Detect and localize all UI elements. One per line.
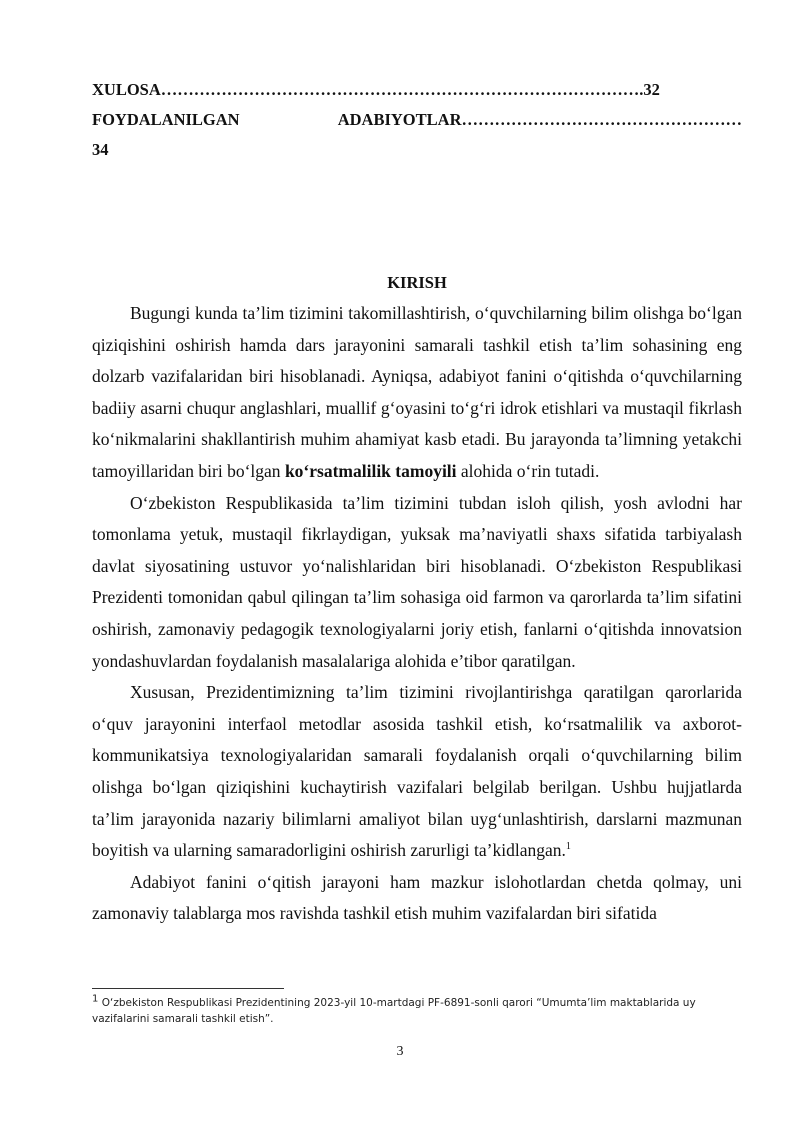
- paragraph-1: [92, 298, 742, 488]
- table-of-contents: [92, 75, 742, 165]
- toc-entry-xulosa[interactable]: XULOSA…………………………………………………………………………….32: [92, 80, 660, 99]
- toc-entry-label: FOYDALANILGAN: [92, 110, 240, 129]
- page-number: 3: [396, 1044, 404, 1059]
- footnote-reference[interactable]: 1: [565, 841, 571, 853]
- toc-entry-adabiyotlar[interactable]: [92, 105, 742, 135]
- footnote-marker: 1: [92, 993, 99, 1005]
- toc-entry-page-number: 34: [92, 140, 109, 159]
- footnote-text: O‘zbekiston Respublikasi Prezidentining 2023-yil 10-martdagi PF-6891-sonli qarori “Umumta’lim maktablarida uy vazifalarini samarali tashkil etish”.: [92, 997, 696, 1025]
- paragraph-3-text: Xususan, Prezidentimizning ta’lim tizimini rivojlantirishga qaratilgan qarorlarida o‘quv jarayonini interfaol metodlar asosida tashkil etish, ko‘rsatmalilik va axborot-kommunikatsiya texnologiyalaridan samarali foydalanish orqali o‘quvchilarning bilim olishga bo‘lgan qiziqishini kuchaytirish vazifalari belgilab berilgan. Ushbu hujjatlarda ta’lim jarayonida nazariy bilimlarni amaliyot bilan uyg‘unlashtirish, darslarni mazmunan boyitish va ularning samaradorligini oshirish zarurligi ta’kidlangan.: [92, 682, 742, 861]
- paragraph-1-bold-term: ko‘rsatmalilik tamoyili: [284, 460, 457, 481]
- paragraph-1-text: Bugungi kunda ta’lim tizimini takomillashtirish, o‘quvchilarning bilim olishga bo‘lgan qiziqishini oshirish hamda dars jarayonini samarali tashkil etish ta’lim sohasining eng dolzarb vazifalaridan biri hisoblanadi. Ayniqsa, adabiyot fanini o‘qitishda o‘quvchilarning badiiy asarni chuqur anglashlari, muallif g‘oyasini to‘g‘ri idrok etishlari va mustaqil fikrlash ko‘nikmalarini shakllantirish muhim ahamiyat kasb etadi. Bu jarayonda ta’limning yetakchi tamoyillaridan biri bo‘lgan: [92, 303, 742, 481]
- paragraph-1-text-end: alohida o‘rin tutadi.: [456, 460, 600, 481]
- footnote: [92, 995, 742, 1027]
- paragraph-3: [92, 677, 742, 867]
- body-text: [92, 298, 742, 930]
- paragraph-4: Adabiyot fanini o‘qitish jarayoni ham mazkur islohotlardan chetda qolmay, uni zamonaviy talablarga mos ravishda tashkil etish muhim vazifalardan biri sifatida: [92, 871, 742, 924]
- paragraph-2: O‘zbekiston Respublikasida ta’lim tizimini tubdan isloh qilish, yosh avlodni har tomonlama yetuk, mustaqil fikrlaydigan, yuksak ma’naviyatli shaxs sifatida tarbiyalash davlat siyosatining ustuvor yo‘nalishlaridan biri hisoblanadi. O‘zbekiston Respublikasi Prezidenti tomonidan qabul qilingan ta’lim sohasiga oid farmon va qarorlarda ta’lim sifatini oshirish, zamonaviy pedagogik texnologiyalarni joriy etish, fanlarni o‘qitishda innovatsion yondashuvlardan foydalanish masalalariga alohida e’tibor qaratilgan.: [92, 492, 742, 671]
- toc-entry-leader: ADABIYOTLAR……………………………………………: [337, 110, 742, 129]
- section-title: KIRISH: [387, 273, 447, 292]
- footnote-separator: [92, 988, 284, 989]
